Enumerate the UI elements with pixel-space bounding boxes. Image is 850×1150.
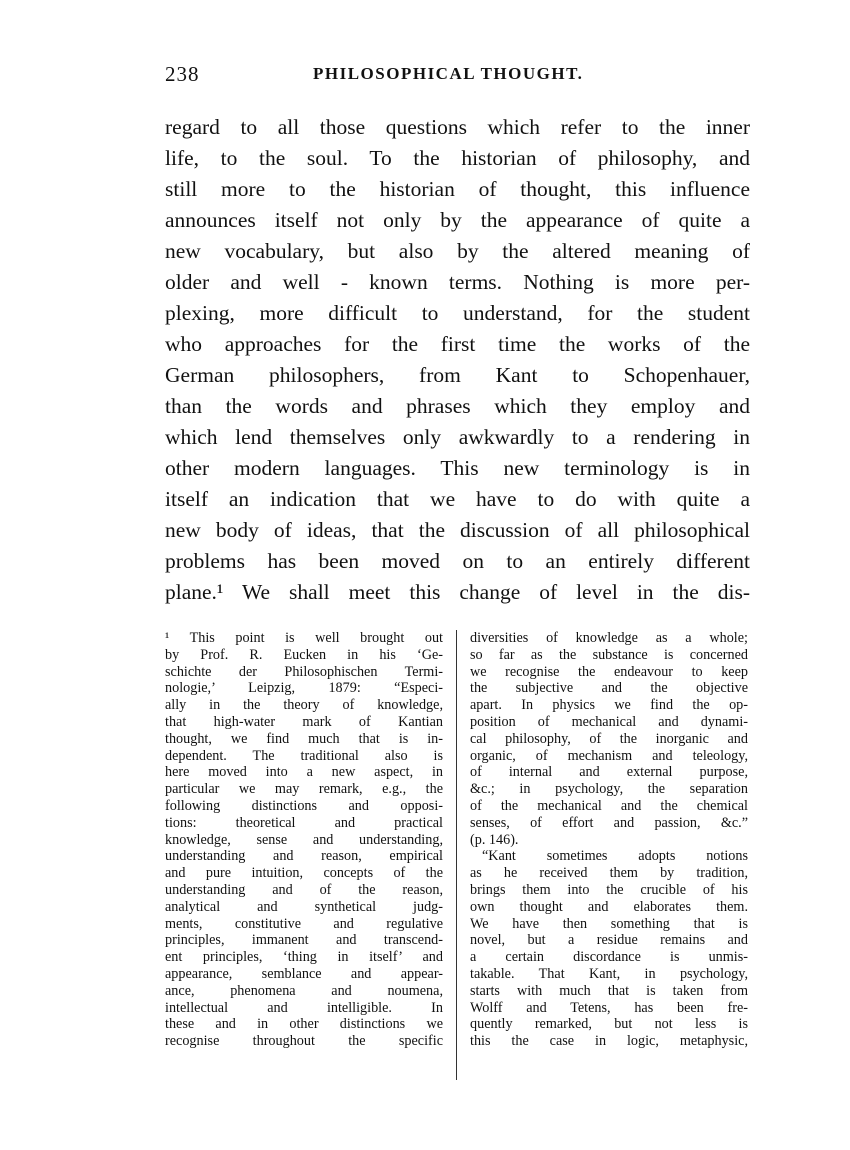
- page-number: 238: [165, 62, 200, 86]
- footnote-column-right: [470, 630, 748, 1050]
- footnote-line: principles, immanent and transcend-: [165, 932, 443, 949]
- footnote-line: We have then something that is: [470, 915, 748, 932]
- body-line: which lend themselves only awkwardly to a rendering in: [165, 425, 750, 449]
- footnote-line: “Kant sometimes adopts notions: [482, 848, 748, 865]
- footnote-line: schichte der Philosophischen Termi-: [165, 663, 443, 680]
- footnote-line: diversities of knowledge as a whole;: [470, 630, 748, 646]
- column-divider: [456, 630, 457, 1080]
- body-line: who approaches for the first time the works of the: [165, 332, 750, 356]
- body-line: problems has been moved on to an entirely different: [165, 549, 750, 573]
- footnote-line: ¹ This point is well brought out: [165, 630, 443, 646]
- footnote-line: cal philosophy, of the inorganic and: [470, 730, 748, 747]
- footnote-line: and pure intuition, concepts of the: [165, 865, 443, 882]
- body-line: still more to the historian of thought, this influence: [165, 177, 750, 201]
- body-line: regard to all those questions which refer to the inner: [165, 115, 750, 139]
- footnote-line: by Prof. R. Eucken in his ‘Ge-: [165, 646, 443, 663]
- footnote-line: organic, of mechanism and teleology,: [470, 747, 748, 764]
- footnote-line: intellectual and intelligible. In: [165, 999, 443, 1016]
- body-line: new vocabulary, but also by the altered meaning of: [165, 239, 750, 263]
- footnote-line: of internal and external purpose,: [470, 764, 748, 781]
- footnote-line: apart. In physics we find the op-: [470, 697, 748, 714]
- body-line: itself an indication that we have to do with quite a: [165, 487, 750, 511]
- footnote-line: ally in the theory of knowledge,: [165, 697, 443, 714]
- footnote-line: Wolff and Tetens, has been fre-: [470, 999, 748, 1016]
- footnote-line: own thought and elaborates them.: [470, 898, 748, 915]
- footnote-line: so far as the substance is concerned: [470, 646, 748, 663]
- footnote-line: the subjective and the objective: [470, 680, 748, 697]
- footnote-line: tions: theoretical and practical: [165, 814, 443, 831]
- footnote-line: nologie,’ Leipzig, 1879: “Especi-: [165, 680, 443, 697]
- footnote-line: following distinctions and opposi-: [165, 797, 443, 814]
- footnote-line: ance, phenomena and noumena,: [165, 982, 443, 999]
- footnote-line: that high-water mark of Kantian: [165, 713, 443, 730]
- body-line: plexing, more difficult to understand, for the student: [165, 301, 750, 325]
- body-line: life, to the soul. To the historian of philosophy, and: [165, 146, 750, 170]
- footnote-line: quently remarked, but not less is: [470, 1016, 748, 1033]
- body-line: than the words and phrases which they employ and: [165, 394, 750, 418]
- footnote-line: starts with much that is taken from: [470, 982, 748, 999]
- footnote-area: [165, 630, 750, 1080]
- footnote-line: particular we may remark, e.g., the: [165, 781, 443, 798]
- footnote-line: this the case in logic, metaphysic,: [470, 1033, 748, 1050]
- footnote-line: thought, we find much that is in-: [165, 730, 443, 747]
- footnote-line: novel, but a residue remains and: [470, 932, 748, 949]
- footnote-line: &c.; in psychology, the separation: [470, 781, 748, 798]
- body-line: plane.¹ We shall meet this change of level in the dis-: [165, 580, 750, 604]
- footnote-line: of the mechanical and the chemical: [470, 797, 748, 814]
- footnote-line: takable. That Kant, in psychology,: [470, 965, 748, 982]
- footnote-line: knowledge, sense and understanding,: [165, 831, 443, 848]
- footnote-line: as he received them by tradition,: [470, 865, 748, 882]
- page-header: [165, 62, 750, 90]
- body-line: older and well - known terms. Nothing is more per-: [165, 270, 750, 294]
- footnote-line: these and in other distinctions we: [165, 1016, 443, 1033]
- body-line: German philosophers, from Kant to Schopenhauer,: [165, 363, 750, 387]
- footnote-line: analytical and synthetical judg-: [165, 898, 443, 915]
- footnote-line: ent principles, ‘thing in itself’ and: [165, 949, 443, 966]
- footnote-line: here moved into a new aspect, in: [165, 764, 443, 781]
- running-title: PHILOSOPHICAL THOUGHT.: [313, 64, 584, 83]
- footnote-line: brings them into the crucible of his: [470, 881, 748, 898]
- footnote-line: dependent. The traditional also is: [165, 747, 443, 764]
- body-line: new body of ideas, that the discussion of all philosophical: [165, 518, 750, 542]
- footnote-line: senses, of effort and passion, &c.”: [470, 814, 748, 831]
- footnote-line: a certain discordance is unmis-: [470, 949, 748, 966]
- footnote-line: understanding and of the reason,: [165, 881, 443, 898]
- footnote-line: position of mechanical and dynami-: [470, 713, 748, 730]
- footnote-line: we recognise the endeavour to keep: [470, 663, 748, 680]
- footnote-line: ments, constitutive and regulative: [165, 915, 443, 932]
- body-line: announces itself not only by the appearance of quite a: [165, 208, 750, 232]
- footnote-line: (p. 146).: [470, 831, 519, 848]
- footnote-line: recognise throughout the specific: [165, 1033, 443, 1050]
- main-text: [165, 112, 750, 608]
- body-line: other modern languages. This new terminology is in: [165, 456, 750, 480]
- footnote-line: understanding and reason, empirical: [165, 848, 443, 865]
- footnote-line: appearance, semblance and appear-: [165, 965, 443, 982]
- footnote-column-left: [165, 630, 443, 1050]
